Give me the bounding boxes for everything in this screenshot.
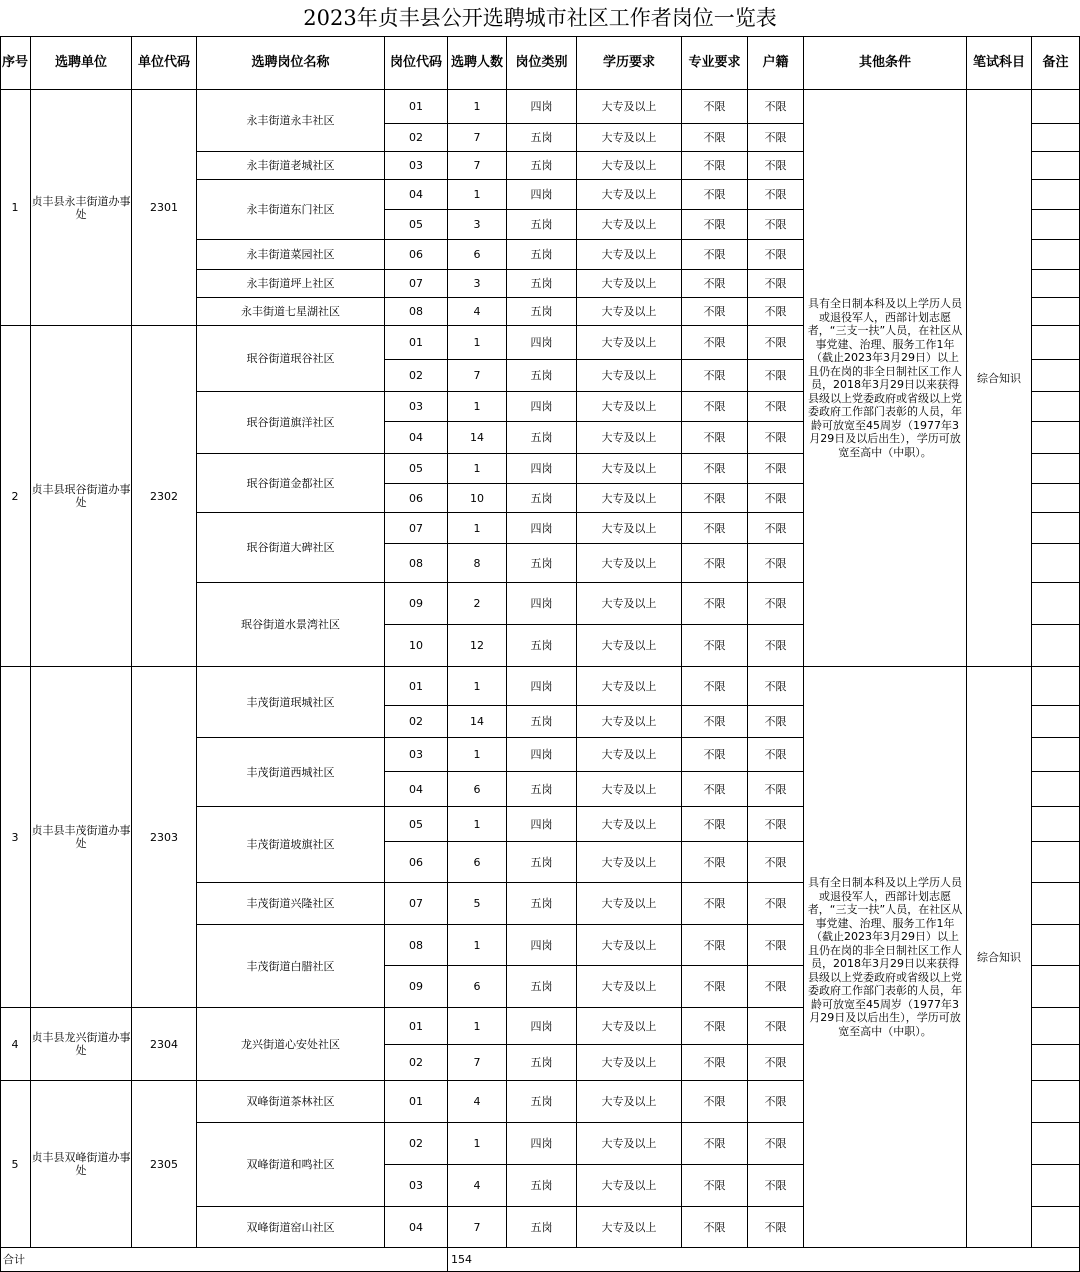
major-req: 不限 (682, 807, 748, 842)
header-other: 其他条件 (804, 36, 967, 90)
post-count: 14 (448, 706, 507, 738)
education-req: 大专及以上 (577, 625, 682, 667)
remark-cell (1032, 1123, 1080, 1165)
post-category: 四岗 (507, 326, 577, 360)
post-category: 四岗 (507, 392, 577, 422)
hukou-req: 不限 (748, 583, 804, 625)
post-count: 5 (448, 883, 507, 925)
post-category: 四岗 (507, 90, 577, 124)
post-count: 1 (448, 180, 507, 210)
major-req: 不限 (682, 454, 748, 484)
hukou-req: 不限 (748, 454, 804, 484)
post-name: 珉谷街道金都社区 (197, 454, 385, 513)
remark-cell (1032, 326, 1080, 360)
remark-cell (1032, 842, 1080, 883)
unit-seq: 4 (0, 1008, 31, 1081)
education-req: 大专及以上 (577, 1081, 682, 1123)
post-category: 五岗 (507, 842, 577, 883)
education-req: 大专及以上 (577, 392, 682, 422)
post-category: 五岗 (507, 706, 577, 738)
remark-cell (1032, 180, 1080, 210)
unit-name: 贞丰县珉谷街道办事处 (31, 326, 132, 667)
remark-cell (1032, 90, 1080, 124)
post-count: 6 (448, 842, 507, 883)
post-name: 永丰街道七星湖社区 (197, 298, 385, 326)
hukou-req: 不限 (748, 1081, 804, 1123)
major-req: 不限 (682, 180, 748, 210)
header-unit: 选聘单位 (31, 36, 132, 90)
post-name: 永丰街道东门社区 (197, 180, 385, 240)
post-name: 永丰街道菜园社区 (197, 240, 385, 270)
education-req: 大专及以上 (577, 152, 682, 180)
post-code: 03 (385, 738, 448, 772)
major-req: 不限 (682, 270, 748, 298)
unit-code: 2304 (132, 1008, 197, 1081)
education-req: 大专及以上 (577, 738, 682, 772)
remark-cell (1032, 925, 1080, 966)
major-req: 不限 (682, 925, 748, 966)
unit-name: 贞丰县丰茂街道办事处 (31, 667, 132, 1008)
unit-name: 贞丰县双峰街道办事处 (31, 1081, 132, 1248)
post-code: 09 (385, 966, 448, 1008)
post-category: 五岗 (507, 298, 577, 326)
hukou-req: 不限 (748, 1207, 804, 1248)
post-code: 03 (385, 152, 448, 180)
hukou-req: 不限 (748, 124, 804, 152)
post-category: 五岗 (507, 270, 577, 298)
post-code: 08 (385, 925, 448, 966)
post-code: 07 (385, 513, 448, 544)
hukou-req: 不限 (748, 667, 804, 706)
header-post-name: 选聘岗位名称 (197, 36, 385, 90)
education-req: 大专及以上 (577, 583, 682, 625)
post-code: 07 (385, 883, 448, 925)
remark-cell (1032, 1165, 1080, 1207)
post-category: 五岗 (507, 422, 577, 454)
hukou-req: 不限 (748, 1045, 804, 1081)
post-category: 五岗 (507, 772, 577, 807)
hukou-req: 不限 (748, 625, 804, 667)
major-req: 不限 (682, 667, 748, 706)
post-count: 1 (448, 1008, 507, 1045)
hukou-req: 不限 (748, 90, 804, 124)
post-count: 3 (448, 210, 507, 240)
post-name: 永丰街道老城社区 (197, 152, 385, 180)
remark-cell (1032, 210, 1080, 240)
post-count: 1 (448, 454, 507, 484)
post-category: 五岗 (507, 1165, 577, 1207)
post-name: 丰茂街道西城社区 (197, 738, 385, 807)
major-req: 不限 (682, 738, 748, 772)
hukou-req: 不限 (748, 326, 804, 360)
post-name: 双峰街道和鸣社区 (197, 1123, 385, 1207)
hukou-req: 不限 (748, 240, 804, 270)
post-count: 1 (448, 90, 507, 124)
remark-cell (1032, 1008, 1080, 1045)
post-category: 四岗 (507, 180, 577, 210)
post-name: 双峰街道窑山社区 (197, 1207, 385, 1248)
major-req: 不限 (682, 583, 748, 625)
remark-cell (1032, 298, 1080, 326)
education-req: 大专及以上 (577, 326, 682, 360)
major-req: 不限 (682, 360, 748, 392)
education-req: 大专及以上 (577, 298, 682, 326)
remark-cell (1032, 270, 1080, 298)
hukou-req: 不限 (748, 738, 804, 772)
remark-cell (1032, 738, 1080, 772)
hukou-req: 不限 (748, 966, 804, 1008)
unit-seq: 3 (0, 667, 31, 1008)
unit-code: 2302 (132, 326, 197, 667)
education-req: 大专及以上 (577, 180, 682, 210)
post-name: 永丰街道坪上社区 (197, 270, 385, 298)
education-req: 大专及以上 (577, 966, 682, 1008)
post-category: 五岗 (507, 210, 577, 240)
post-count: 10 (448, 484, 507, 513)
education-req: 大专及以上 (577, 925, 682, 966)
post-count: 7 (448, 124, 507, 152)
education-req: 大专及以上 (577, 124, 682, 152)
post-code: 06 (385, 842, 448, 883)
post-count: 12 (448, 625, 507, 667)
total-label: 合计 (0, 1248, 448, 1272)
post-category: 四岗 (507, 738, 577, 772)
unit-code: 2305 (132, 1081, 197, 1248)
post-count: 1 (448, 667, 507, 706)
major-req: 不限 (682, 124, 748, 152)
remark-cell (1032, 544, 1080, 583)
post-code: 02 (385, 1045, 448, 1081)
post-code: 02 (385, 360, 448, 392)
post-code: 06 (385, 240, 448, 270)
remark-cell (1032, 152, 1080, 180)
post-name: 珉谷街道珉谷社区 (197, 326, 385, 392)
post-category: 四岗 (507, 667, 577, 706)
education-req: 大专及以上 (577, 772, 682, 807)
major-req: 不限 (682, 842, 748, 883)
education-req: 大专及以上 (577, 90, 682, 124)
post-count: 7 (448, 152, 507, 180)
post-category: 四岗 (507, 454, 577, 484)
exam-subject: 综合知识 (967, 90, 1032, 667)
major-req: 不限 (682, 772, 748, 807)
post-count: 14 (448, 422, 507, 454)
post-count: 1 (448, 925, 507, 966)
post-name: 珉谷街道大碑社区 (197, 513, 385, 583)
header-category: 岗位类别 (507, 36, 577, 90)
education-req: 大专及以上 (577, 1008, 682, 1045)
major-req: 不限 (682, 240, 748, 270)
hukou-req: 不限 (748, 1123, 804, 1165)
remark-cell (1032, 706, 1080, 738)
major-req: 不限 (682, 422, 748, 454)
header-remark: 备注 (1032, 36, 1080, 90)
education-req: 大专及以上 (577, 210, 682, 240)
post-name: 珉谷街道水景湾社区 (197, 583, 385, 667)
remark-cell (1032, 422, 1080, 454)
post-code: 01 (385, 1008, 448, 1045)
education-req: 大专及以上 (577, 883, 682, 925)
post-count: 1 (448, 392, 507, 422)
post-code: 08 (385, 544, 448, 583)
major-req: 不限 (682, 1008, 748, 1045)
post-count: 1 (448, 738, 507, 772)
post-category: 五岗 (507, 152, 577, 180)
education-req: 大专及以上 (577, 513, 682, 544)
post-category: 五岗 (507, 124, 577, 152)
education-req: 大专及以上 (577, 1165, 682, 1207)
major-req: 不限 (682, 883, 748, 925)
remark-cell (1032, 454, 1080, 484)
education-req: 大专及以上 (577, 484, 682, 513)
post-category: 五岗 (507, 625, 577, 667)
exam-subject: 综合知识 (967, 667, 1032, 1248)
post-category: 五岗 (507, 360, 577, 392)
header-hukou: 户籍 (748, 36, 804, 90)
hukou-req: 不限 (748, 544, 804, 583)
header-education: 学历要求 (577, 36, 682, 90)
education-req: 大专及以上 (577, 422, 682, 454)
post-category: 五岗 (507, 1045, 577, 1081)
major-req: 不限 (682, 1045, 748, 1081)
hukou-req: 不限 (748, 772, 804, 807)
remark-cell (1032, 1207, 1080, 1248)
hukou-req: 不限 (748, 392, 804, 422)
post-code: 01 (385, 326, 448, 360)
post-name: 丰茂街道珉城社区 (197, 667, 385, 738)
post-category: 四岗 (507, 583, 577, 625)
post-name: 龙兴街道心安处社区 (197, 1008, 385, 1081)
major-req: 不限 (682, 90, 748, 124)
remark-cell (1032, 360, 1080, 392)
post-category: 五岗 (507, 544, 577, 583)
unit-name: 贞丰县龙兴街道办事处 (31, 1008, 132, 1081)
post-category: 五岗 (507, 1207, 577, 1248)
major-req: 不限 (682, 1165, 748, 1207)
post-name: 双峰街道茶林社区 (197, 1081, 385, 1123)
post-count: 7 (448, 1045, 507, 1081)
hukou-req: 不限 (748, 842, 804, 883)
unit-name: 贞丰县永丰街道办事处 (31, 90, 132, 326)
major-req: 不限 (682, 484, 748, 513)
post-code: 04 (385, 180, 448, 210)
post-count: 7 (448, 360, 507, 392)
post-count: 8 (448, 544, 507, 583)
post-name: 丰茂街道兴隆社区 (197, 883, 385, 925)
post-category: 五岗 (507, 240, 577, 270)
positions-table (0, 36, 1080, 1272)
post-code: 04 (385, 772, 448, 807)
unit-seq: 5 (0, 1081, 31, 1248)
remark-cell (1032, 583, 1080, 625)
hukou-req: 不限 (748, 1165, 804, 1207)
post-code: 02 (385, 124, 448, 152)
remark-cell (1032, 772, 1080, 807)
post-count: 3 (448, 270, 507, 298)
page-title: 2023年贞丰县公开选聘城市社区工作者岗位一览表 (303, 6, 777, 30)
major-req: 不限 (682, 513, 748, 544)
post-code: 05 (385, 807, 448, 842)
major-req: 不限 (682, 1081, 748, 1123)
remark-cell (1032, 1081, 1080, 1123)
post-code: 01 (385, 667, 448, 706)
hukou-req: 不限 (748, 807, 804, 842)
education-req: 大专及以上 (577, 240, 682, 270)
hukou-req: 不限 (748, 152, 804, 180)
post-category: 四岗 (507, 925, 577, 966)
post-code: 03 (385, 1165, 448, 1207)
remark-cell (1032, 1045, 1080, 1081)
hukou-req: 不限 (748, 925, 804, 966)
post-count: 1 (448, 1123, 507, 1165)
post-code: 01 (385, 1081, 448, 1123)
header-count: 选聘人数 (448, 36, 507, 90)
major-req: 不限 (682, 966, 748, 1008)
other-conditions: 具有全日制本科及以上学历人员或退役军人，西部计划志愿者，“三支一扶”人员，在社区从事党建、治理、服务工作1年（截止2023年3月29日）以上且仍在岗的非全日制社区工作人员，2018年3月29日以来获得县级以上党委政府或省级以上党委政府工作部门表彰的人员，年龄可放宽至45周岁（1977年3月29日及以后出生），学历可放宽至高中（中职）。 (804, 667, 967, 1248)
post-code: 08 (385, 298, 448, 326)
total-value: 154 (448, 1248, 1080, 1272)
education-req: 大专及以上 (577, 1207, 682, 1248)
education-req: 大专及以上 (577, 667, 682, 706)
hukou-req: 不限 (748, 422, 804, 454)
post-category: 五岗 (507, 966, 577, 1008)
post-category: 四岗 (507, 513, 577, 544)
education-req: 大专及以上 (577, 270, 682, 298)
post-code: 02 (385, 706, 448, 738)
hukou-req: 不限 (748, 883, 804, 925)
post-code: 10 (385, 625, 448, 667)
post-code: 05 (385, 454, 448, 484)
post-category: 五岗 (507, 883, 577, 925)
education-req: 大专及以上 (577, 706, 682, 738)
post-name: 永丰街道永丰社区 (197, 90, 385, 152)
post-count: 4 (448, 298, 507, 326)
other-conditions: 具有全日制本科及以上学历人员或退役军人，西部计划志愿者，“三支一扶”人员，在社区从事党建、治理、服务工作1年（截止2023年3月29日）以上且仍在岗的非全日制社区工作人员，2018年3月29日以来获得县级以上党委政府或省级以上党委政府工作部门表彰的人员，年龄可放宽至45周岁（1977年3月29日及以后出生），学历可放宽至高中（中职）。 (804, 90, 967, 667)
unit-code: 2303 (132, 667, 197, 1008)
remark-cell (1032, 667, 1080, 706)
post-code: 04 (385, 422, 448, 454)
major-req: 不限 (682, 210, 748, 240)
education-req: 大专及以上 (577, 807, 682, 842)
major-req: 不限 (682, 392, 748, 422)
post-category: 五岗 (507, 484, 577, 513)
hukou-req: 不限 (748, 484, 804, 513)
remark-cell (1032, 513, 1080, 544)
post-category: 四岗 (507, 1123, 577, 1165)
post-code: 09 (385, 583, 448, 625)
hukou-req: 不限 (748, 210, 804, 240)
education-req: 大专及以上 (577, 842, 682, 883)
post-code: 02 (385, 1123, 448, 1165)
post-code: 04 (385, 1207, 448, 1248)
post-code: 06 (385, 484, 448, 513)
post-code: 03 (385, 392, 448, 422)
post-count: 7 (448, 1207, 507, 1248)
hukou-req: 不限 (748, 1008, 804, 1045)
education-req: 大专及以上 (577, 454, 682, 484)
post-count: 1 (448, 807, 507, 842)
post-count: 6 (448, 966, 507, 1008)
post-code: 05 (385, 210, 448, 240)
major-req: 不限 (682, 1207, 748, 1248)
major-req: 不限 (682, 625, 748, 667)
header-unit-code: 单位代码 (132, 36, 197, 90)
education-req: 大专及以上 (577, 1045, 682, 1081)
post-name: 丰茂街道白腊社区 (197, 925, 385, 1008)
major-req: 不限 (682, 1123, 748, 1165)
post-category: 四岗 (507, 807, 577, 842)
unit-seq: 1 (0, 90, 31, 326)
post-count: 4 (448, 1081, 507, 1123)
unit-code: 2301 (132, 90, 197, 326)
post-count: 1 (448, 326, 507, 360)
post-count: 6 (448, 240, 507, 270)
major-req: 不限 (682, 152, 748, 180)
major-req: 不限 (682, 298, 748, 326)
major-req: 不限 (682, 706, 748, 738)
post-count: 6 (448, 772, 507, 807)
major-req: 不限 (682, 326, 748, 360)
post-code: 01 (385, 90, 448, 124)
remark-cell (1032, 124, 1080, 152)
remark-cell (1032, 625, 1080, 667)
remark-cell (1032, 807, 1080, 842)
hukou-req: 不限 (748, 298, 804, 326)
post-count: 1 (448, 513, 507, 544)
education-req: 大专及以上 (577, 544, 682, 583)
remark-cell (1032, 966, 1080, 1008)
education-req: 大专及以上 (577, 1123, 682, 1165)
hukou-req: 不限 (748, 706, 804, 738)
major-req: 不限 (682, 544, 748, 583)
remark-cell (1032, 883, 1080, 925)
header-seq: 序号 (0, 36, 31, 90)
post-category: 四岗 (507, 1008, 577, 1045)
post-count: 2 (448, 583, 507, 625)
hukou-req: 不限 (748, 513, 804, 544)
unit-seq: 2 (0, 326, 31, 667)
post-category: 五岗 (507, 1081, 577, 1123)
header-major: 专业要求 (682, 36, 748, 90)
remark-cell (1032, 392, 1080, 422)
post-count: 4 (448, 1165, 507, 1207)
hukou-req: 不限 (748, 360, 804, 392)
header-exam: 笔试科目 (967, 36, 1032, 90)
remark-cell (1032, 240, 1080, 270)
education-req: 大专及以上 (577, 360, 682, 392)
hukou-req: 不限 (748, 180, 804, 210)
post-code: 07 (385, 270, 448, 298)
remark-cell (1032, 484, 1080, 513)
post-name: 珉谷街道旗洋社区 (197, 392, 385, 454)
post-name: 丰茂街道坡旗社区 (197, 807, 385, 883)
header-post-code: 岗位代码 (385, 36, 448, 90)
hukou-req: 不限 (748, 270, 804, 298)
